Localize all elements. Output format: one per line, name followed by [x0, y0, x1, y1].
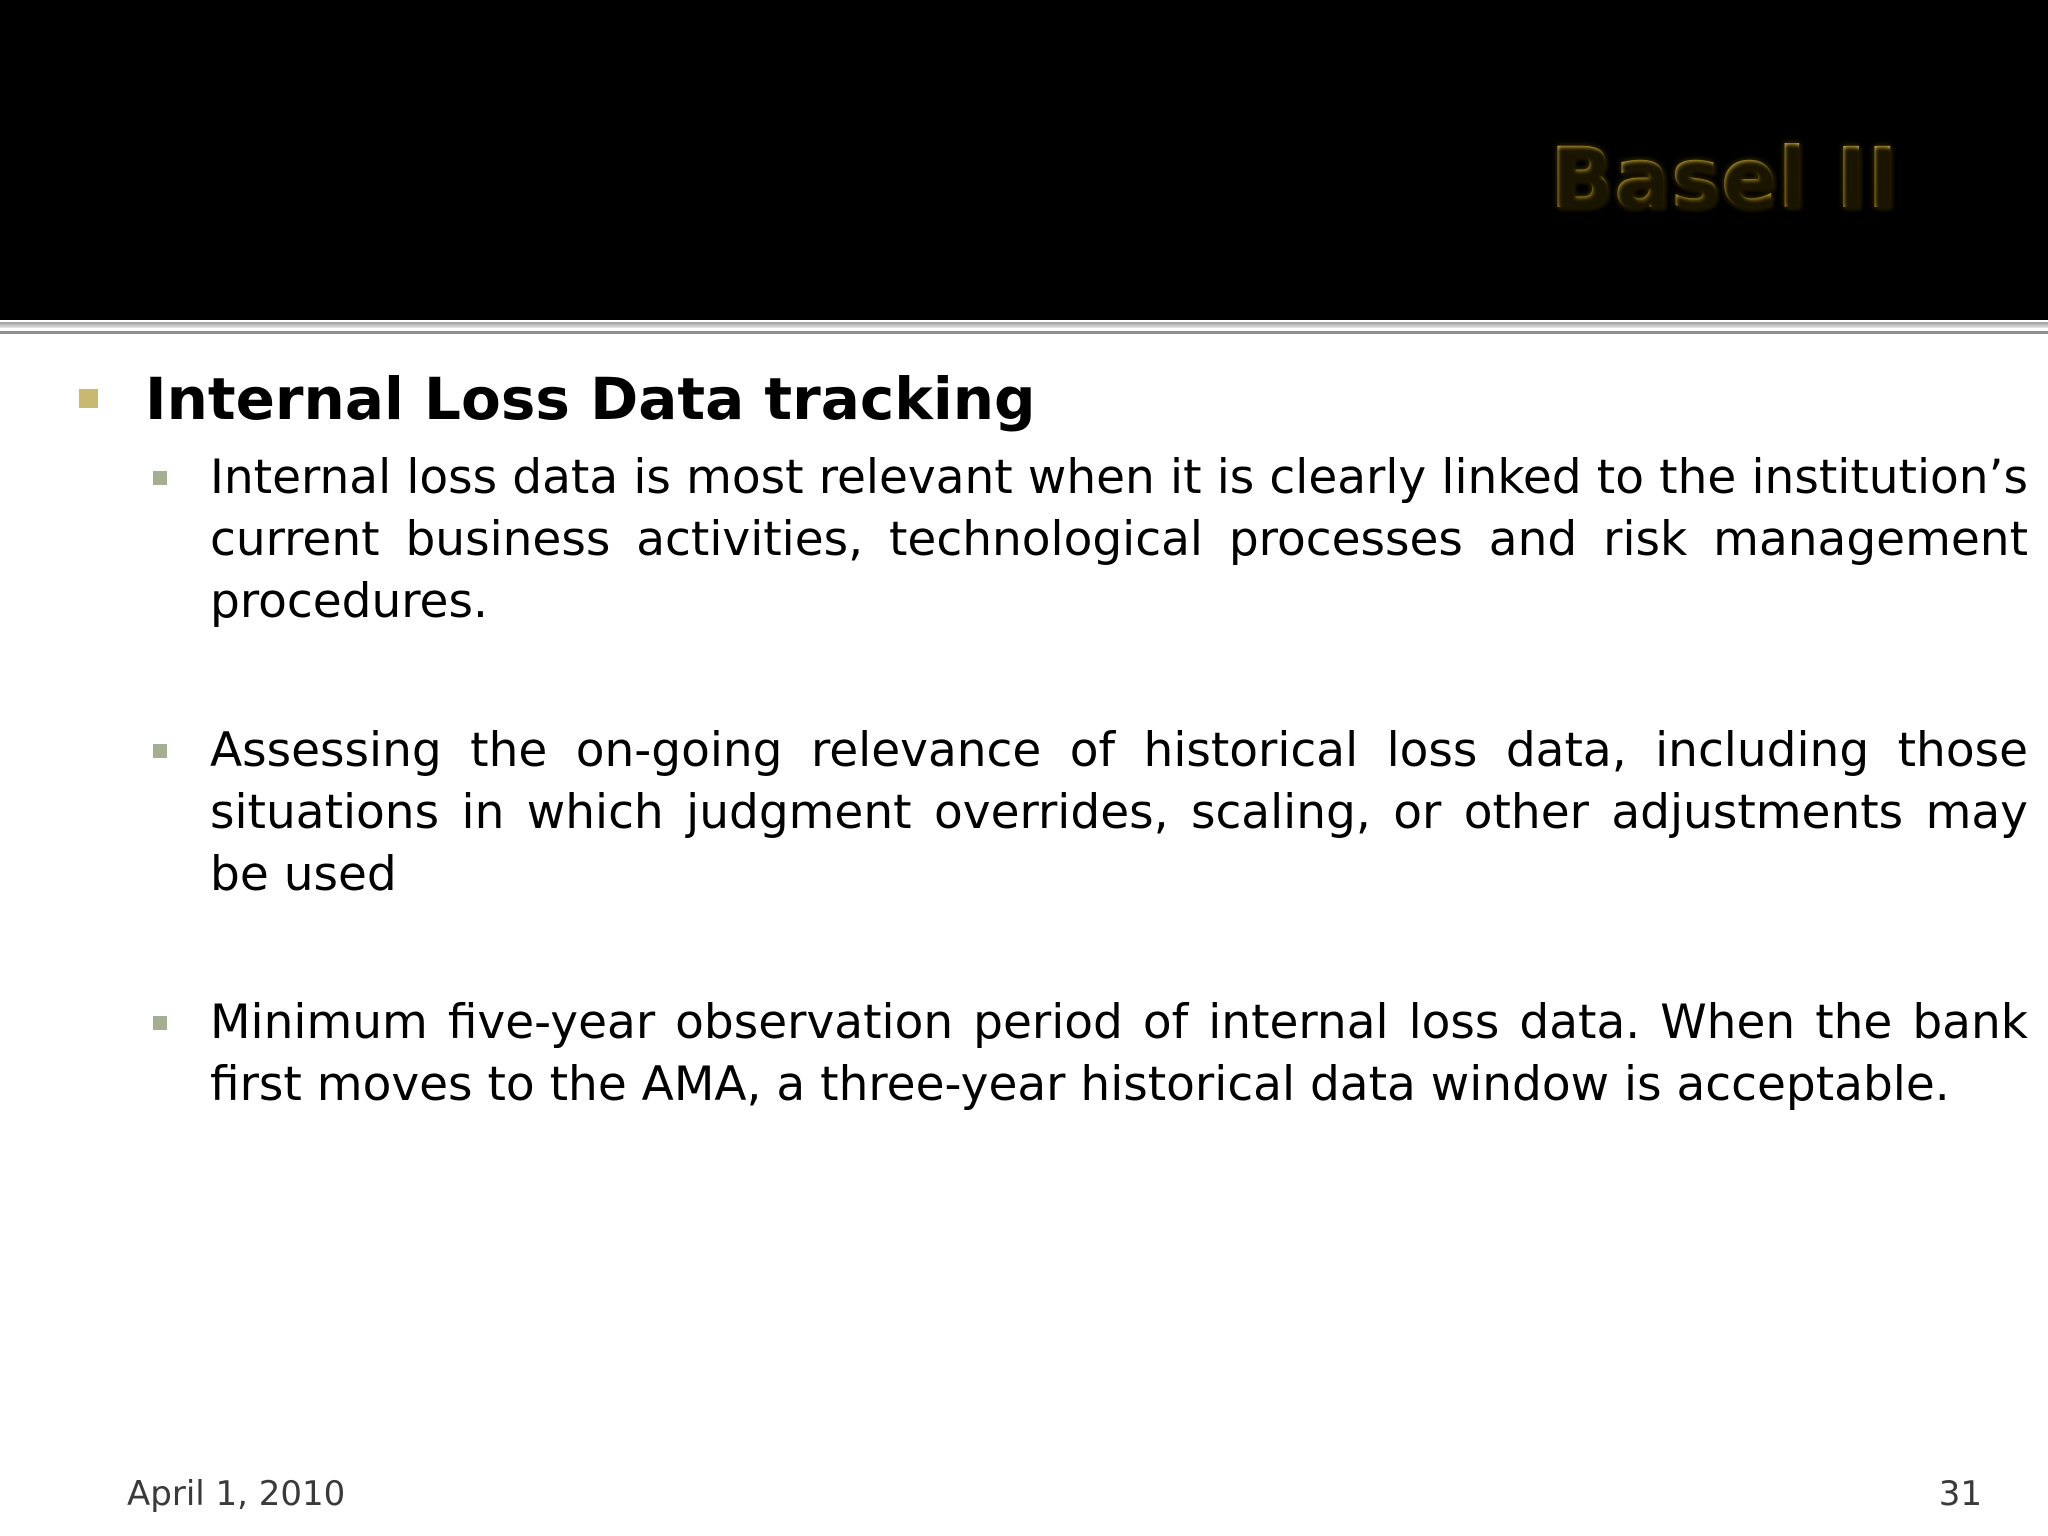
sub-bullet: [210, 720, 2028, 906]
square-bullet-icon: [153, 744, 167, 758]
square-bullet-icon: [153, 1016, 167, 1030]
footer-date: April 1, 2010: [127, 1474, 346, 1514]
slide-number: 31: [1938, 1474, 1982, 1514]
sub-bullet-text: Assessing the on-going relevance of historical loss data, including those situations in which judgment overrides, scaling, or other adjustments may be used: [210, 723, 2028, 902]
sub-bullet: [210, 992, 2028, 1116]
sub-bullet-text: Minimum five-year observation period of internal loss data. When the bank first moves to the AMA, a three-year historical data window is acceptable.: [210, 995, 2028, 1112]
sub-bullet-text: Internal loss data is most relevant when it is clearly linked to the institution’s current business activities, technological processes and risk management procedures.: [210, 450, 2028, 629]
square-bullet-icon: [153, 471, 167, 485]
slide-title: Basel II: [1549, 129, 1898, 227]
square-bullet-icon: [79, 389, 98, 408]
bullet-heading-text: Internal Loss Data tracking: [145, 365, 1036, 433]
bullet-heading: [145, 364, 2005, 434]
sub-bullet: [210, 447, 2028, 633]
